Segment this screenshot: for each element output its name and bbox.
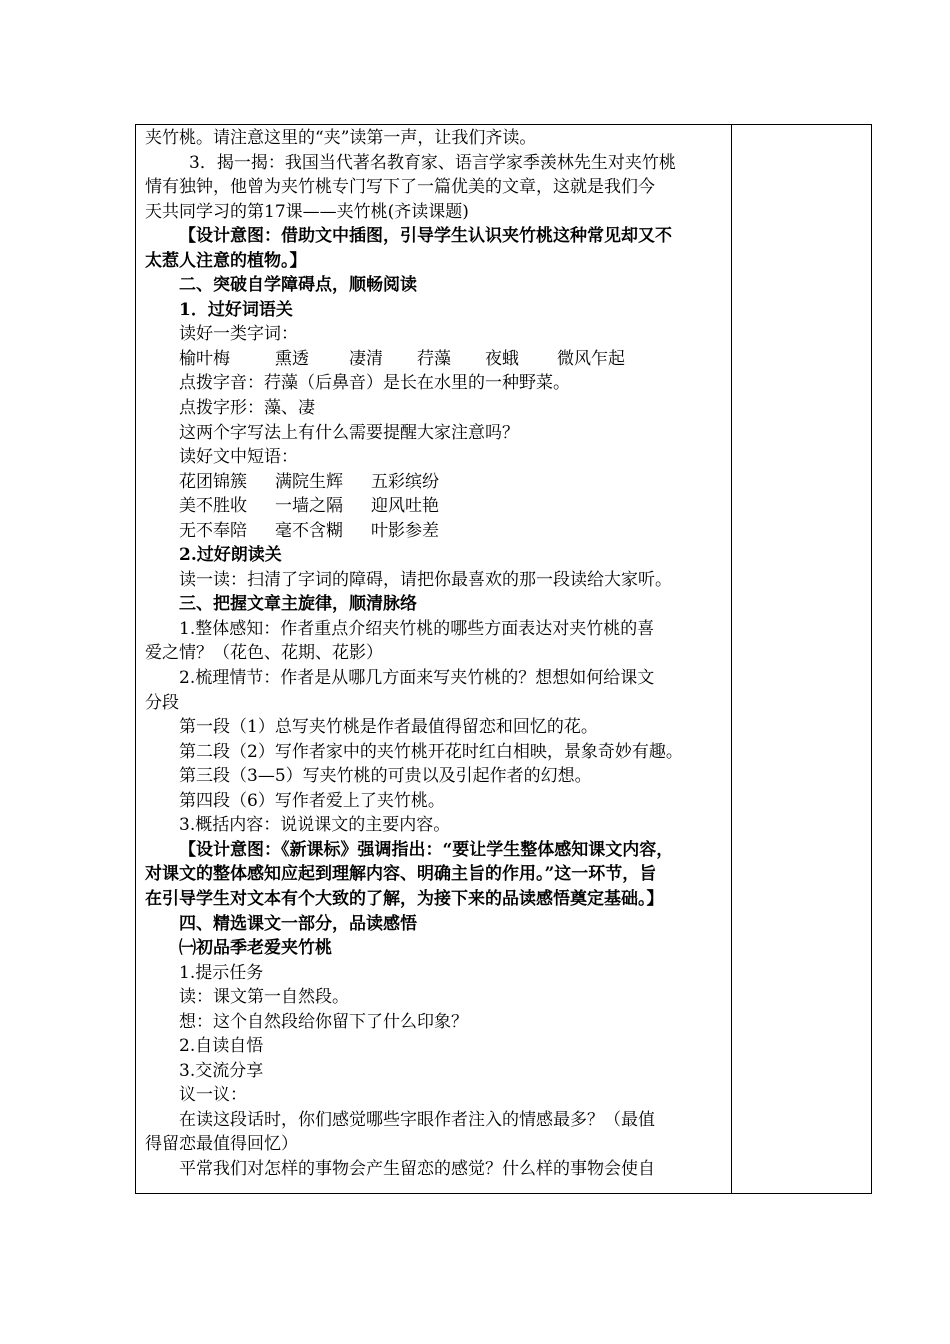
- text-line: 第四段（6）写作者爱上了夹竹桃。: [179, 790, 445, 811]
- design-intent-line: 【设计意图：借助文中插图，引导学生认识夹竹桃这种常见却又不: [179, 226, 672, 247]
- text-line: 夹竹桃。请注意这里的“夹”读第一声，让我们齐读。: [145, 128, 537, 148]
- lesson-content-cell: [136, 125, 732, 1193]
- text-line: 读好文中短语：: [179, 447, 298, 468]
- notes-cell: [732, 125, 871, 1193]
- text-line: 分段: [145, 692, 179, 713]
- phrase: 一墙之隔: [275, 496, 343, 517]
- vocabulary-word: 熏透: [275, 348, 309, 369]
- text-line: 第一段（1）总写夹竹桃是作者最值得留恋和回忆的花。: [179, 717, 598, 738]
- phrase: 花团锦簇: [179, 471, 247, 492]
- lesson-plan-table: [135, 124, 872, 1194]
- subsection-heading: 2.过好朗读关: [179, 545, 282, 566]
- text-line: 议一议：: [179, 1085, 247, 1106]
- text-line: 读好一类字词：: [179, 324, 298, 345]
- text-line: 想：这个自然段给你留下了什么印象？: [179, 1011, 468, 1032]
- design-intent-line: 太惹人注意的植物。】: [145, 250, 307, 271]
- vocabulary-word: 榆叶梅: [179, 348, 230, 369]
- phrase: 毫不含糊: [275, 520, 343, 541]
- phrase-row: [145, 494, 726, 519]
- text-line: 得留恋最值得回忆）: [145, 1134, 298, 1155]
- text-line: 天共同学习的第17课——夹竹桃(齐读课题): [145, 201, 469, 222]
- section-heading: 四、精选课文一部分，品读感悟: [179, 913, 417, 934]
- phrase-row: [145, 470, 726, 495]
- text-line: 第二段（2）写作者家中的夹竹桃开花时红白相映，景象奇妙有趣。: [179, 741, 683, 762]
- text-line: 读一读：扫清了字词的障碍，请把你最喜欢的那一段读给大家听。: [179, 569, 672, 590]
- text-line: 这两个字写法上有什么需要提醒大家注意吗？: [179, 422, 519, 443]
- phrase: 叶影参差: [371, 520, 439, 541]
- text-line: 情有独钟，他曾为夹竹桃专门写下了一篇优美的文章，这就是我们今: [145, 177, 655, 198]
- vocabulary-word: 夜蛾: [485, 348, 519, 369]
- phrase: 美不胜收: [179, 496, 247, 517]
- text-line: 2.自读自悟: [179, 1036, 264, 1057]
- vocabulary-row: [145, 347, 726, 372]
- phrase: 五彩缤纷: [371, 471, 439, 492]
- design-intent-line: 在引导学生对文本有个大致的了解，为接下来的品读感悟奠定基础。】: [145, 888, 664, 909]
- text-line: 在读这段话时，你们感觉哪些字眼作者注入的情感最多？（最值: [179, 1109, 655, 1130]
- text-line: 点拨字形：藻、凄: [179, 398, 315, 419]
- phrase: 满院生辉: [275, 471, 343, 492]
- text-line: 3．揭一揭：我国当代著名教育家、语言学家季羡林先生对夹竹桃: [189, 152, 676, 173]
- text-line: 3.概括内容：说说课文的主要内容。: [179, 815, 451, 836]
- section-heading: 三、把握文章主旋律，顺清脉络: [179, 594, 417, 615]
- design-intent-line: 对课文的整体感知应起到理解内容、明确主旨的作用。”这一环节，旨: [145, 864, 657, 885]
- text-line: 2.梳理情节：作者是从哪几方面来写夹竹桃的？想想如何给课文: [179, 668, 655, 689]
- phrase-row: [145, 519, 726, 544]
- subsection-heading: ㈠初品季老爱夹竹桃: [179, 938, 332, 959]
- text-line: 点拨字音：荇藻（后鼻音）是长在水里的一种野菜。: [179, 373, 570, 394]
- vocabulary-word: 凄清: [349, 348, 383, 369]
- subsection-heading: 1．过好词语关: [179, 299, 293, 320]
- text-line: 读：课文第一自然段。: [179, 987, 349, 1008]
- text-line: 爱之情？（花色、花期、花影）: [145, 643, 383, 664]
- design-intent-line: 【设计意图：《新课标》强调指出：“要让学生整体感知课文内容，: [179, 839, 674, 860]
- text-line: 第三段（3—5）写夹竹桃的可贵以及引起作者的幻想。: [179, 766, 592, 787]
- text-line: 3.交流分享: [179, 1060, 264, 1081]
- vocabulary-word: 微风乍起: [557, 348, 625, 369]
- text-line: 1.提示任务: [179, 962, 264, 983]
- vocabulary-word: 荇藻: [417, 348, 451, 369]
- phrase: 无不奉陪: [179, 520, 247, 541]
- section-heading: 二、突破自学障碍点，顺畅阅读: [179, 275, 417, 296]
- phrase: 迎风吐艳: [371, 496, 439, 517]
- text-line: 平常我们对怎样的事物会产生留恋的感觉？什么样的事物会使自: [179, 1158, 655, 1179]
- text-line: 1.整体感知：作者重点介绍夹竹桃的哪些方面表达对夹竹桃的喜: [179, 618, 655, 639]
